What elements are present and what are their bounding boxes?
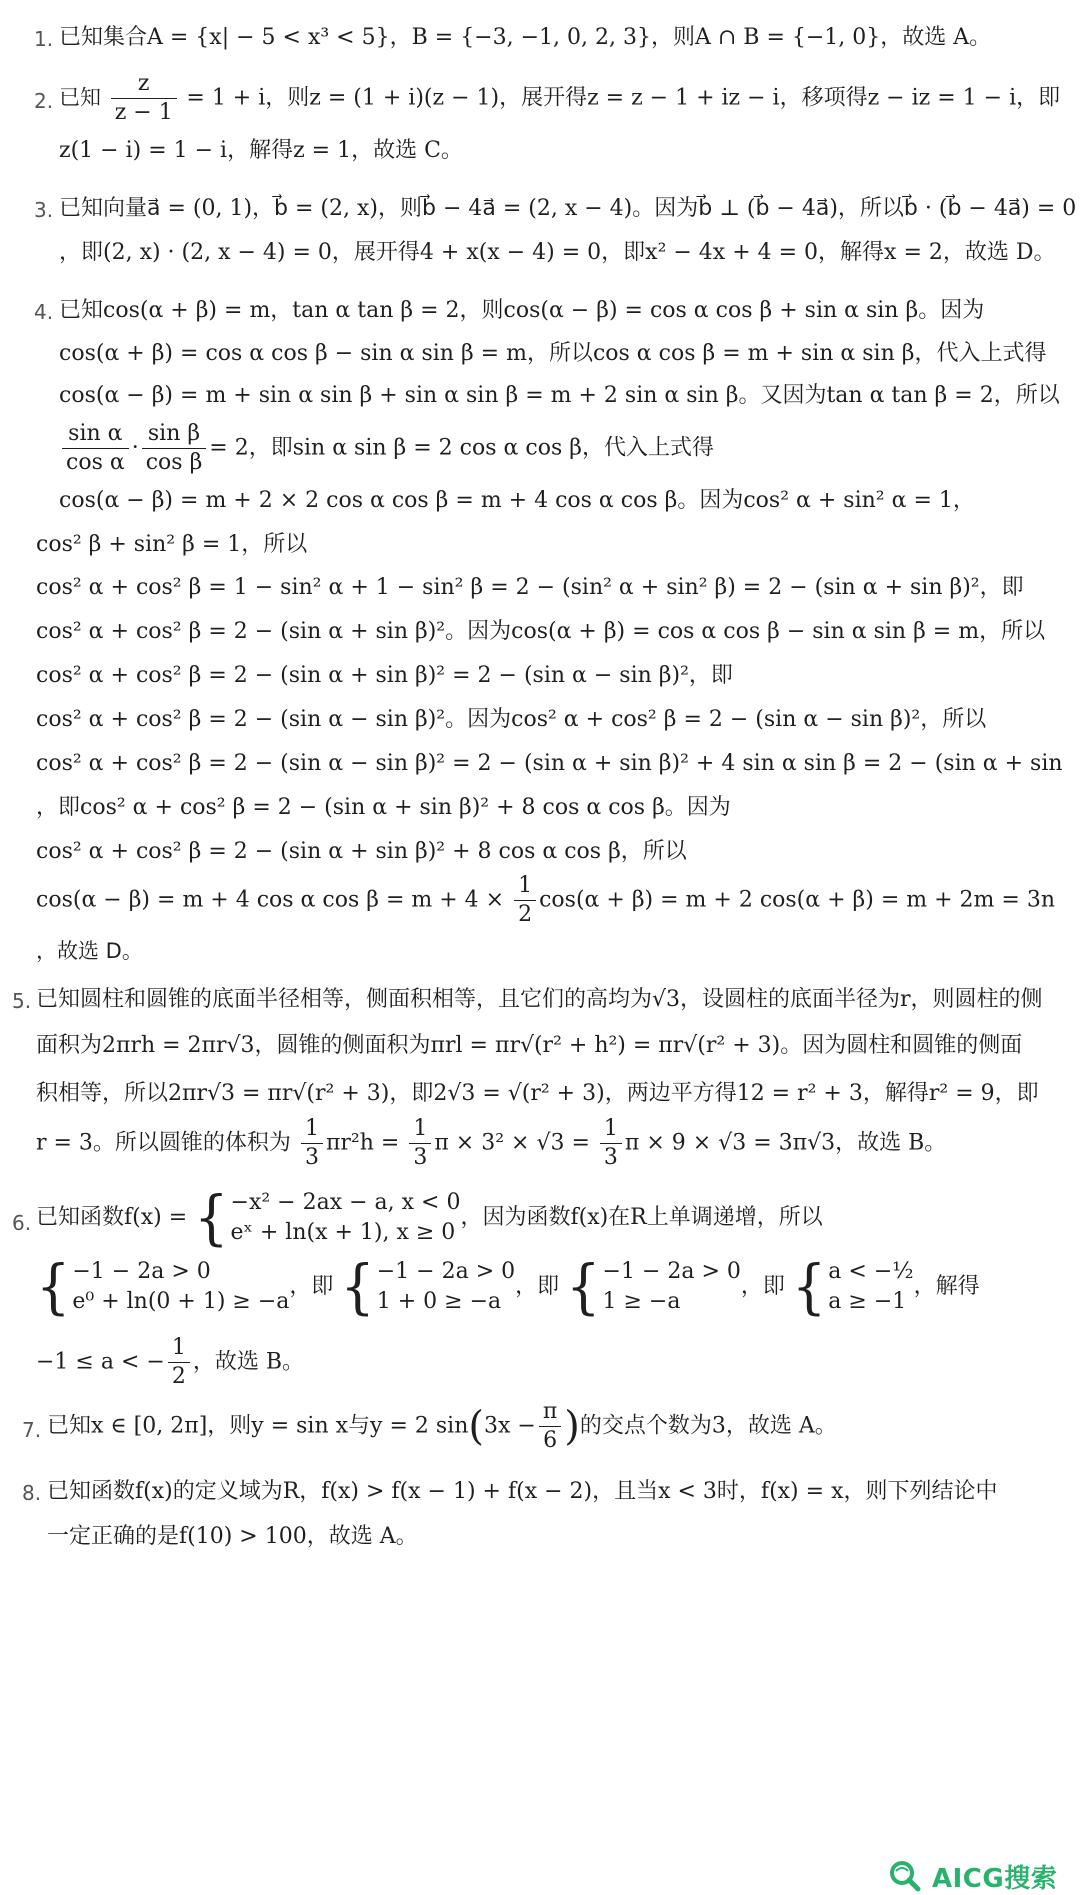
q4-line-9: cos² α + cos² β = 2 − (sin α + sin β)² = 2 − (sin α − sin β)²，即 <box>36 663 733 688</box>
q7-pre: 已知x ∈ [0, 2π]，则y = sin x与y = 2 sin <box>47 1413 469 1439</box>
q6-half-den: 2 <box>171 1364 186 1389</box>
q4-frac2-den: cos β <box>145 450 203 475</box>
q6-system-2-brace: { <box>340 1251 375 1322</box>
q4-half-den: 2 <box>518 902 533 927</box>
q5-l4-c: π × 3² × √3 = <box>434 1130 590 1156</box>
q6-system-1 <box>72 1257 289 1317</box>
q5-f1-num: 1 <box>301 1115 323 1144</box>
q5-l4-a: r = 3。所以圆锥的体积为 <box>36 1130 291 1156</box>
q6-s3b: 1 ≥ −a <box>602 1289 681 1314</box>
magnifier-icon <box>888 1859 932 1893</box>
q4-line-14 <box>36 872 1055 929</box>
q7-paren-left: ( <box>468 1403 484 1450</box>
q4-line-6: cos² β + sin² β = 1，所以 <box>36 532 308 557</box>
q1-line: 已知集合A = {x| − 5 < x³ < 5}，B = {−3, −1, 0, 2, 3}，则A ∩ B = {−1, 0}，故选 A。 <box>59 25 992 50</box>
q4-line-15: ，故选 D。 <box>36 939 143 963</box>
q4-line-13: cos² α + cos² β = 2 − (sin α + sin β)² + 8 cos α cos β，所以 <box>36 839 687 864</box>
q4-line-1: 已知cos(α + β) = m，tan α tan β = 2，则cos(α − β) = cos α cos β + sin α sin β。因为 <box>59 298 985 323</box>
item-number-5: 5. <box>12 989 32 1013</box>
q6-s1b: e⁰ + ln(0 + 1) ≥ −a <box>72 1289 290 1314</box>
q4-line-11: cos² α + cos² β = 2 − (sin α − sin β)² = 2 − (sin α + sin β)² + 4 sin α sin β = 2 − (sin α + sin <box>36 751 1063 776</box>
q4-line-14-pre: cos(α − β) = m + 4 cos α cos β = m + 4 × <box>36 887 505 913</box>
q6-system-3 <box>603 1257 741 1317</box>
q6-s4b: a ≥ −1 <box>828 1289 907 1314</box>
q4-frac-half <box>514 872 536 929</box>
q6-line-1 <box>36 1182 823 1253</box>
q6-line-3 <box>36 1334 304 1391</box>
q5-f1-den: 3 <box>304 1145 319 1170</box>
q5-f2-den: 3 <box>413 1145 428 1170</box>
q3-line-2: ，即(2, x) · (2, x − 4) = 0，展开得4 + x(x − 4) = 0，即x² − 4x + 4 = 0，解得x = 2，故选 D。 <box>59 240 1056 265</box>
q6-s2a: −1 − 2a > 0 <box>376 1259 516 1284</box>
q5-frac-1 <box>301 1115 323 1172</box>
q6-system-1-brace: { <box>36 1251 71 1322</box>
q4-line-7: cos² α + cos² β = 1 − sin² α + 1 − sin² β = 2 − (sin² α + sin² β) = 2 − (sin α + sin β)²，即 <box>36 575 1024 600</box>
q7-inner-pre: 3x − <box>483 1413 536 1439</box>
q7-frac-pi-6 <box>539 1398 561 1455</box>
q7-frac-den: 6 <box>543 1428 558 1453</box>
q6-l3-post: ，故选 B。 <box>192 1349 304 1375</box>
item-number-3: 3. <box>34 198 54 222</box>
q6-s1a: −1 − 2a > 0 <box>72 1259 211 1284</box>
watermark-logo <box>888 1858 1057 1894</box>
q2-fraction <box>111 70 177 127</box>
q6-j1: ，即 <box>289 1274 334 1299</box>
q5-l4-d: π × 9 × √3 = 3π√3，故选 B。 <box>624 1130 947 1156</box>
q4-line-3: cos(α − β) = m + sin α sin β + sin α sin β = m + 2 sin α sin β。又因为tan α tan β = 2，所以 <box>59 383 1060 408</box>
q2-line-1 <box>59 70 1060 127</box>
q6-case-2: eˣ + ln(x + 1), x ≥ 0 <box>230 1220 456 1245</box>
item-number-8: 8. <box>22 1481 42 1505</box>
q5-line-3: 积相等，所以2πr√3 = πr√(r² + 3)，即2√3 = √(r² + 3)，两边平方得12 = r² + 3，解得r² = 9，即 <box>36 1081 1039 1106</box>
q2-frac-denominator: z − 1 <box>114 100 173 125</box>
q5-line-1: 已知圆柱和圆锥的底面半径相等，侧面积相等，且它们的高均为√3，设圆柱的底面半径为r，则圆柱的侧 <box>36 987 1043 1012</box>
q6-j2: ，即 <box>515 1274 560 1299</box>
q3-line-1: 已知向量a⃗ = (0, 1)，b⃗ = (2, x)，则b⃗ − 4a⃗ = (2, x − 4)。因为b⃗ ⊥ (b⃗ − 4a⃗)，所以b⃗ · (b⃗ − 4a⃗) = 0 <box>59 196 1077 221</box>
q8-line-1: 已知函数f(x)的定义域为R，f(x) > f(x − 1) + f(x − 2)，且当x < 3时，f(x) = x，则下列结论中 <box>47 1479 998 1504</box>
q6-system-4 <box>828 1257 913 1317</box>
q4-half-num: 1 <box>514 872 536 901</box>
q6-system-3-brace: { <box>566 1251 601 1322</box>
q7-paren-right: ) <box>564 1403 580 1450</box>
q7-post: 的交点个数为3，故选 A。 <box>579 1413 837 1439</box>
q6-brace: { <box>194 1182 229 1253</box>
q7-line <box>47 1398 837 1455</box>
q4-frac-sinb-cosb <box>142 420 207 477</box>
q8-line-2: 一定正确的是f(10) > 100，故选 A。 <box>47 1524 418 1549</box>
item-number-1: 1. <box>34 27 54 51</box>
q5-frac-2 <box>409 1115 431 1172</box>
q4-line-12: ，即cos² α + cos² β = 2 − (sin α + sin β)² + 8 cos α cos β。因为 <box>36 795 731 820</box>
q6-half-num: 1 <box>168 1334 190 1363</box>
q6-post: ，因为函数f(x)在R上单调递增，所以 <box>460 1205 823 1230</box>
q4-frac1-num: sin α <box>62 420 129 449</box>
q5-l4-b: πr²h = <box>325 1130 400 1156</box>
q6-system-4-brace: { <box>791 1251 827 1322</box>
q6-pre: 已知函数f(x) = <box>36 1205 188 1230</box>
q5-frac-3 <box>600 1115 622 1172</box>
q6-line-2 <box>36 1251 980 1322</box>
q4-line-8: cos² α + cos² β = 2 − (sin α + sin β)²。因为cos(α + β) = cos α cos β − sin α sin β = m，所以 <box>36 619 1046 644</box>
item-number-7: 7. <box>22 1418 42 1442</box>
q5-f2-num: 1 <box>409 1115 431 1144</box>
q5-line-4 <box>36 1115 946 1172</box>
q7-frac-num: π <box>539 1398 561 1427</box>
item-number-4: 4. <box>34 300 54 324</box>
q6-system-2 <box>377 1257 515 1317</box>
watermark-text: AICG搜索 <box>932 1863 1058 1894</box>
q6-piecewise <box>231 1188 461 1248</box>
q2-frac-numerator: z <box>111 70 177 99</box>
q6-s4a: a < −½ <box>828 1259 914 1284</box>
item-number-6: 6. <box>12 1211 32 1235</box>
q4-line-14-post: cos(α + β) = m + 2 cos(α + β) = m + 2m = 3n <box>539 887 1055 913</box>
q4-line-5: cos(α − β) = m + 2 × 2 cos α cos β = m + 4 cos α cos β。因为cos² α + sin² α = 1， <box>59 488 975 513</box>
q4-frac-sina-cosa <box>62 420 129 477</box>
q6-s3a: −1 − 2a > 0 <box>602 1259 741 1284</box>
q6-j4: ，解得 <box>913 1274 980 1299</box>
q4-line-2: cos(α + β) = cos α cos β − sin α sin β = m，所以cos α cos β = m + sin α sin β，代入上式得 <box>59 341 1047 366</box>
q2-line-2: z(1 − i) = 1 − i，解得z = 1，故选 C。 <box>59 138 463 163</box>
q6-case-1: −x² − 2ax − a, x < 0 <box>230 1190 461 1215</box>
q2-pre: 已知 <box>59 85 101 110</box>
q5-f3-num: 1 <box>600 1115 622 1144</box>
q6-frac-half <box>168 1334 190 1391</box>
q6-s2b: 1 + 0 ≥ −a <box>376 1289 502 1314</box>
q5-f3-den: 3 <box>603 1145 618 1170</box>
q4-line-4: $\frac{\text{sin α}}{\text{cos α}}$ · $\frac{\text{sin β}}{\text{cos β}}$ = 2，即sin α sin β = 2 cos α cos β，代入上式得 <box>59 420 714 477</box>
q6-j3: ，即 <box>740 1274 785 1299</box>
q4-frac1-den: cos α <box>66 450 125 475</box>
q5-line-2: 面积为2πrh = 2πr√3，圆锥的侧面积为πrl = πr√(r² + h²) = πr√(r² + 3)。因为圆柱和圆锥的侧面 <box>36 1033 1023 1058</box>
q4-line-10: cos² α + cos² β = 2 − (sin α − sin β)²。因为cos² α + cos² β = 2 − (sin α − sin β)²，所以 <box>36 707 987 732</box>
q6-l3-pre: −1 ≤ a < − <box>36 1349 165 1375</box>
item-number-2: 2. <box>34 89 54 113</box>
q2-post: = 1 + i，则z = (1 + i)(z − 1)，展开得z = z − 1 + iz − i，移项得z − iz = 1 − i，即 <box>186 85 1061 111</box>
q4-frac2-num: sin β <box>142 420 207 449</box>
q4-line-4-post: = 2，即sin α sin β = 2 cos α cos β，代入上式得 <box>209 435 714 461</box>
